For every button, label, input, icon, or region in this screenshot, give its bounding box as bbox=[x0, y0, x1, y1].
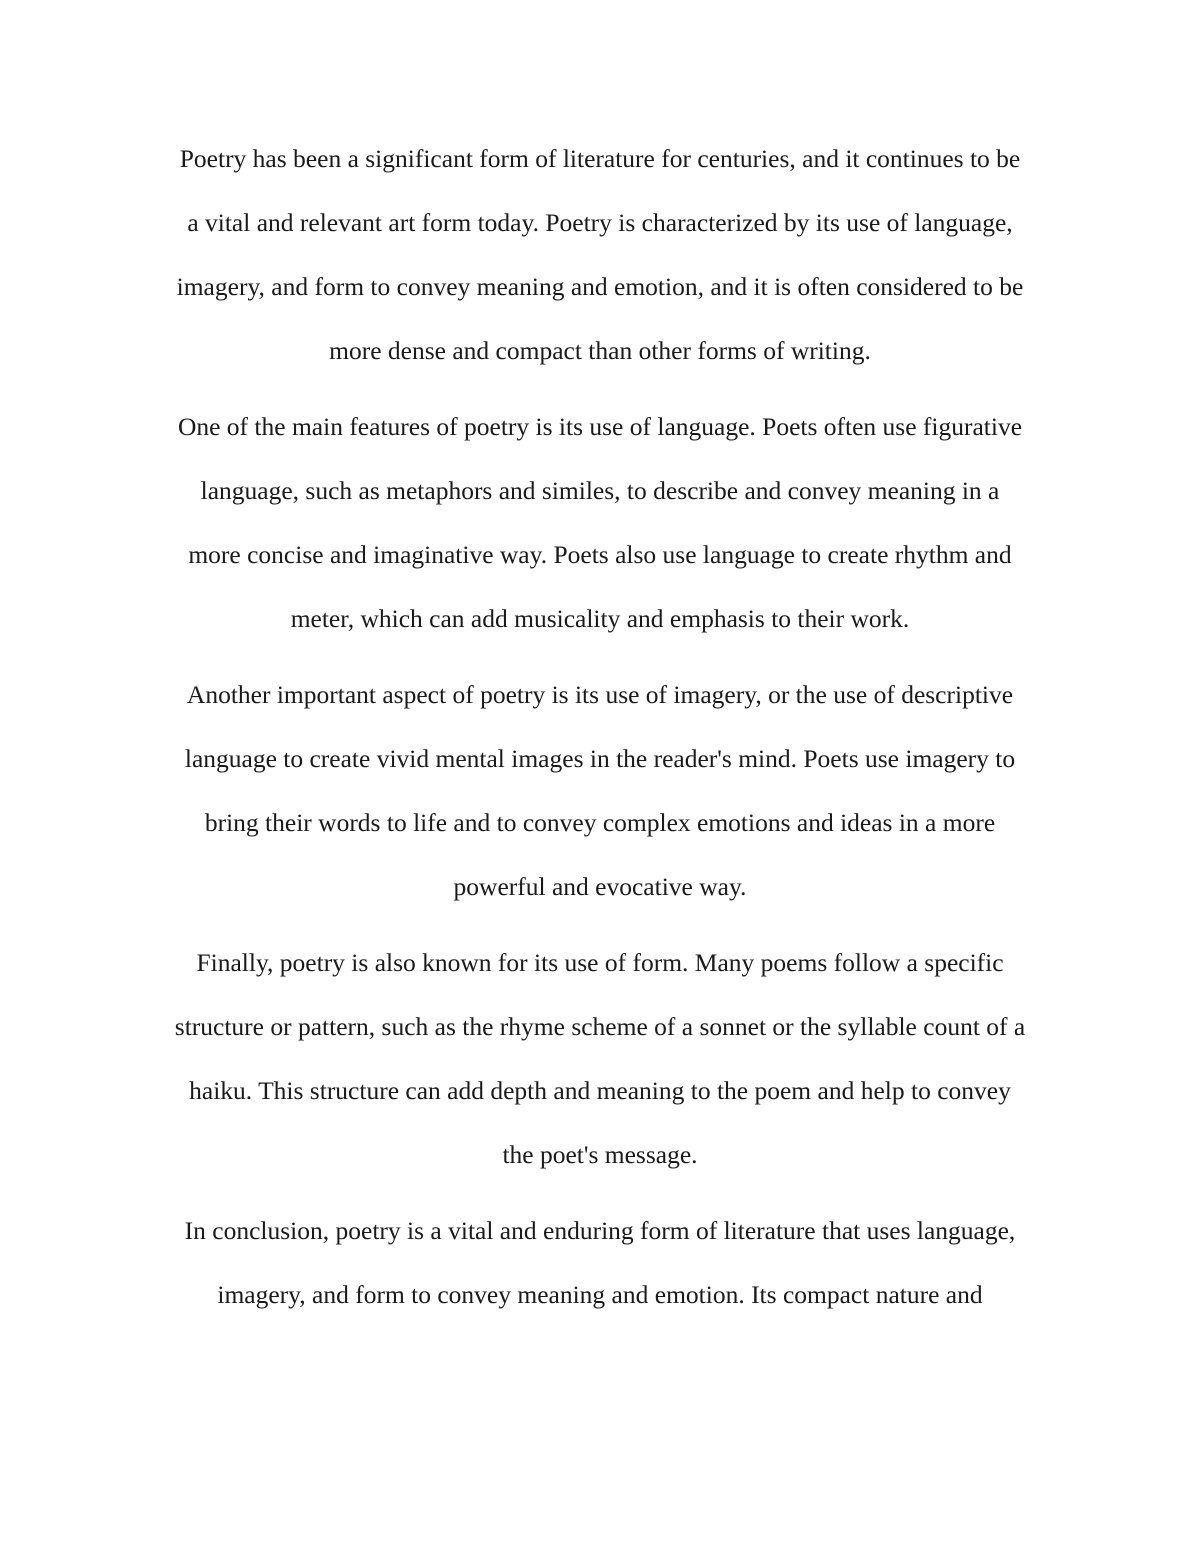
paragraph-spacing bbox=[130, 383, 1070, 395]
text-line: In conclusion, poetry is a vital and enduring form of literature that uses language, bbox=[184, 1215, 1016, 1245]
text-line: Finally, poetry is also known for its use of form. Many poems follow a specific bbox=[196, 947, 1004, 977]
paragraph-spacing bbox=[130, 651, 1070, 663]
text-line: more dense and compact than other forms of writing. bbox=[329, 335, 871, 365]
paragraph-4 bbox=[130, 931, 1070, 1187]
paragraph-2 bbox=[130, 395, 1070, 651]
paragraph-1 bbox=[130, 127, 1070, 383]
text-line: language to create vivid mental images in the reader's mind. Poets use imagery to bbox=[184, 743, 1016, 773]
text-line: One of the main features of poetry is its use of language. Poets often use figurative bbox=[177, 411, 1023, 441]
document-body bbox=[130, 127, 1070, 1327]
paragraph-3 bbox=[130, 663, 1070, 919]
text-line: structure or pattern, such as the rhyme scheme of a sonnet or the syllable count of a bbox=[174, 1011, 1026, 1041]
text-line: haiku. This structure can add depth and meaning to the poem and help to convey bbox=[189, 1075, 1011, 1105]
text-line: more concise and imaginative way. Poets also use language to create rhythm and bbox=[188, 539, 1012, 569]
text-line: imagery, and form to convey meaning and emotion. Its compact nature and bbox=[217, 1279, 983, 1309]
text-line: a vital and relevant art form today. Poetry is characterized by its use of language, bbox=[187, 207, 1013, 237]
text-line: meter, which can add musicality and emphasis to their work. bbox=[290, 603, 910, 633]
paragraph-spacing bbox=[130, 1186, 1070, 1198]
paragraph-spacing bbox=[130, 918, 1070, 930]
text-line: language, such as metaphors and similes, to describe and convey meaning in a bbox=[200, 475, 1000, 505]
text-line: bring their words to life and to convey complex emotions and ideas in a more bbox=[204, 807, 996, 837]
text-line: Another important aspect of poetry is its use of imagery, or the use of descriptive bbox=[186, 679, 1014, 709]
text-line: Poetry has been a significant form of literature for centuries, and it continues to be bbox=[179, 144, 1021, 173]
paragraph-5 bbox=[130, 1199, 1070, 1327]
text-line: powerful and evocative way. bbox=[453, 871, 747, 901]
text-line: imagery, and form to convey meaning and emotion, and it is often considered to be bbox=[176, 271, 1024, 301]
text-line: the poet's message. bbox=[502, 1139, 698, 1169]
